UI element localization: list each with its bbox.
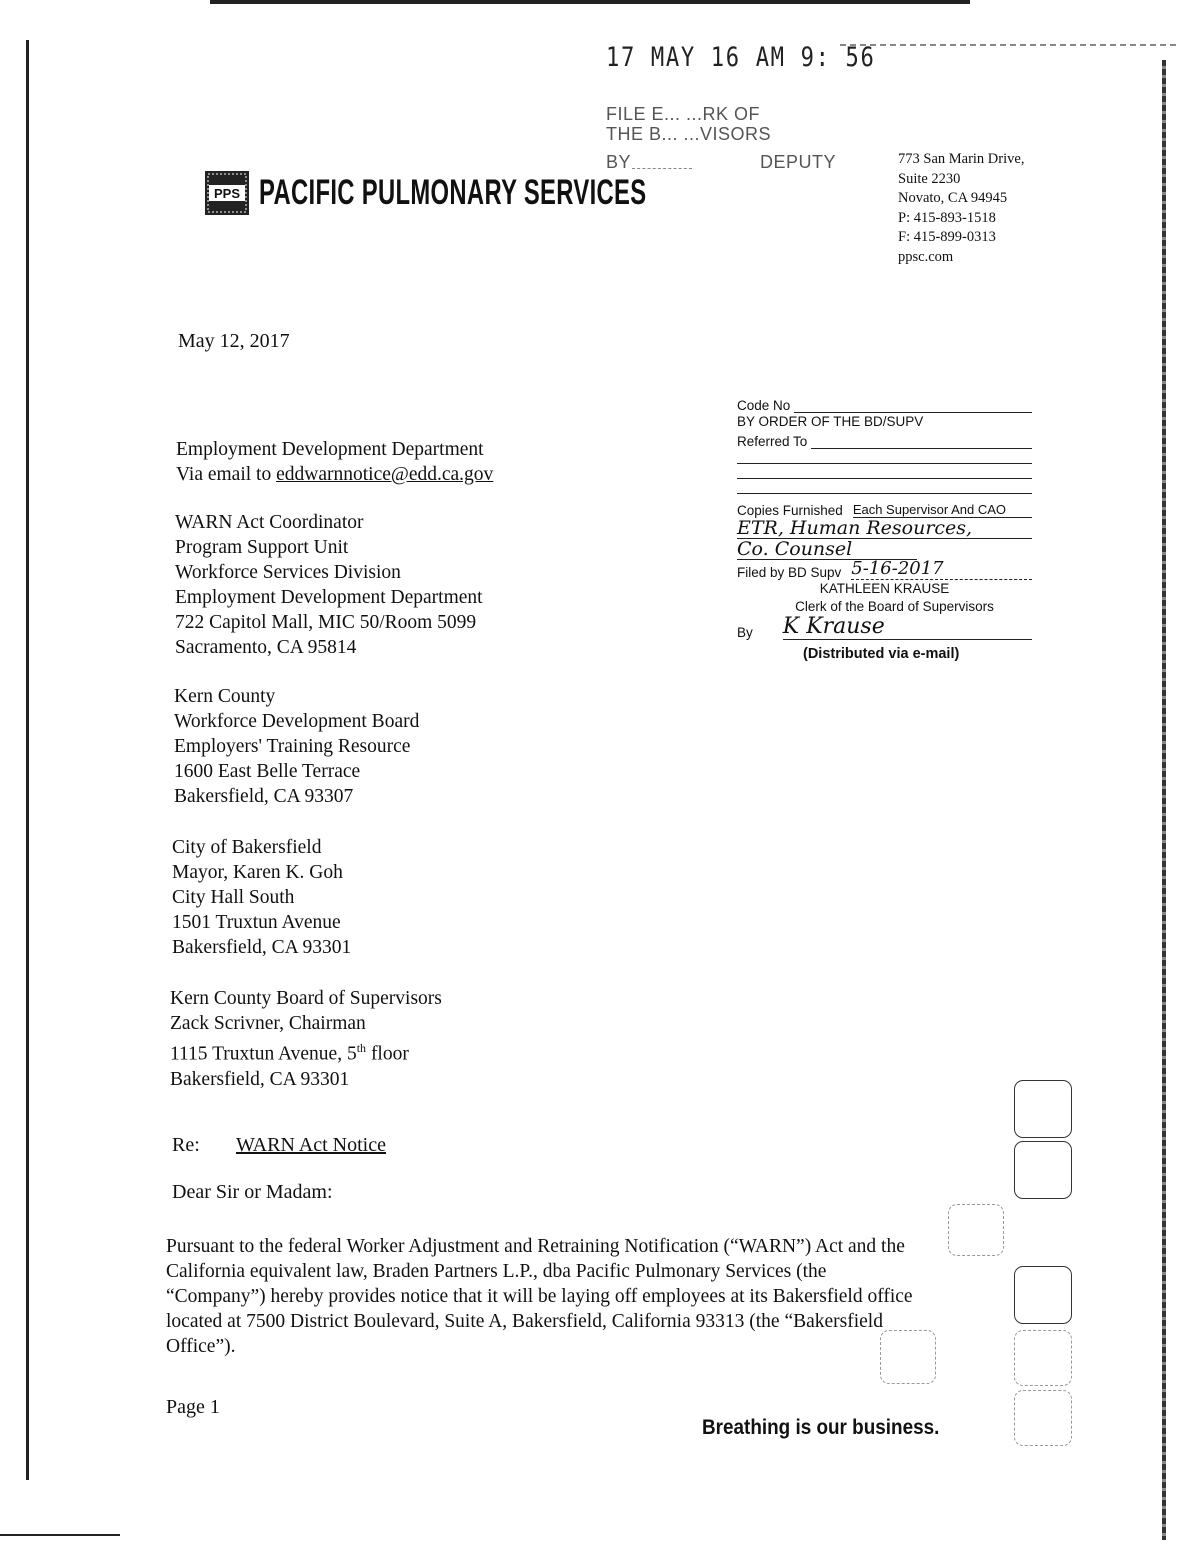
margin-box bbox=[1014, 1266, 1072, 1324]
copies-furnished-label: Copies Furnished bbox=[737, 503, 843, 518]
recipient-line: 1501 Truxtun Avenue bbox=[172, 912, 341, 933]
copies-handwritten-2: Co. Counsel bbox=[737, 539, 917, 560]
address-line: Suite 2230 bbox=[898, 170, 961, 187]
scan-edge-top bbox=[210, 0, 970, 4]
referred-to-label: Referred To bbox=[737, 434, 808, 449]
recipient-line: City Hall South bbox=[172, 887, 295, 908]
filed-by-row bbox=[737, 560, 1032, 580]
received-stamp-line-2: THE B... ...VISORS bbox=[606, 124, 772, 144]
scan-edge-right bbox=[1162, 60, 1166, 1540]
code-no-field bbox=[794, 402, 1032, 413]
scan-edge-bottom bbox=[0, 1534, 120, 1536]
company-name: PACIFIC PULMONARY SERVICES bbox=[259, 173, 647, 212]
margin-box-faint bbox=[1014, 1390, 1072, 1446]
salutation: Dear Sir or Madam: bbox=[172, 1181, 333, 1203]
copies-furnished-value: Each Supervisor And CAO bbox=[853, 502, 1032, 518]
recipient-line: Employers' Training Resource bbox=[174, 736, 411, 757]
filed-by-label: Filed by BD Supv bbox=[737, 565, 842, 580]
paragraph-line: Pursuant to the federal Worker Adjustment and Retraining Notification (“WARN”) Act and the bbox=[166, 1236, 905, 1257]
paragraph-line: Office”). bbox=[166, 1336, 236, 1357]
recipient-line: Bakersfield, CA 93307 bbox=[174, 786, 354, 807]
form-blank-line bbox=[737, 449, 1032, 464]
recipient-line: 722 Capitol Mall, MIC 50/Room 5099 bbox=[175, 612, 477, 633]
recipient-line: Bakersfield, CA 93301 bbox=[170, 1068, 350, 1090]
recipient-line: Workforce Development Board bbox=[174, 711, 420, 732]
re-subject: WARN Act Notice bbox=[236, 1134, 386, 1156]
recipient-line: Kern County Board of Supervisors bbox=[170, 988, 442, 1009]
email-link[interactable]: eddwarnnotice@edd.ca.gov bbox=[276, 464, 494, 485]
recipient-warn-coordinator bbox=[175, 510, 483, 660]
recipient-line: 1115 Truxtun Avenue, 5th floor bbox=[170, 1041, 409, 1065]
copies-furnished-row bbox=[737, 500, 1032, 518]
recipient-line: Mayor, Karen K. Goh bbox=[172, 862, 343, 883]
by-label: By bbox=[737, 625, 753, 640]
recipient-email-line bbox=[176, 462, 493, 487]
letter-date: May 12, 2017 bbox=[178, 330, 290, 352]
by-order-label: BY ORDER OF THE BD/SUPV bbox=[737, 414, 924, 429]
recipient-board bbox=[170, 986, 442, 1092]
referred-to-row bbox=[737, 431, 1032, 449]
received-stamp-time: 17 MAY 16 AM 9: 56 bbox=[606, 42, 876, 73]
recipient-line: Program Support Unit bbox=[175, 537, 349, 558]
page-number: Page 1 bbox=[166, 1396, 220, 1418]
form-blank-line bbox=[737, 479, 1032, 494]
company-tagline: Breathing is our business. bbox=[702, 1416, 940, 1439]
pps-logo-icon bbox=[205, 171, 249, 215]
scan-edge-left bbox=[26, 40, 29, 1480]
margin-box-faint bbox=[880, 1330, 936, 1384]
margin-box bbox=[1014, 1080, 1072, 1138]
copies-handwritten-1: ETR, Human Resources, bbox=[737, 518, 1032, 539]
recipient-line: 1600 East Belle Terrace bbox=[174, 761, 361, 782]
distributed-note: (Distributed via e-mail) bbox=[803, 646, 960, 662]
recipient-line: City of Bakersfield bbox=[172, 837, 322, 858]
clerk-signature: K Krause bbox=[783, 614, 1032, 640]
clerk-name: KATHLEEN KRAUSE bbox=[819, 581, 950, 596]
company-address bbox=[898, 150, 1024, 267]
received-stamp-line-3-right: DEPUTY bbox=[760, 152, 837, 172]
paragraph-line: “Company”) hereby provides notice that it will be laying off employees at its Bakersfield office bbox=[166, 1286, 913, 1307]
code-no-row bbox=[737, 395, 1032, 413]
code-no-label: Code No bbox=[737, 398, 791, 413]
address-website: ppsc.com bbox=[898, 248, 954, 265]
clerk-title: Clerk of the Board of Supervisors bbox=[795, 599, 994, 614]
recipient-edd bbox=[176, 437, 493, 487]
referred-to-field bbox=[811, 438, 1032, 449]
recipient-line: Employment Development Department bbox=[176, 439, 484, 460]
logo-mark-text: PPS bbox=[213, 186, 241, 201]
address-phone: P: 415-893-1518 bbox=[898, 209, 996, 226]
routing-form bbox=[737, 395, 1032, 662]
form-blank-line bbox=[737, 464, 1032, 479]
email-prefix: Via email to bbox=[176, 464, 277, 485]
signature-row bbox=[737, 616, 1032, 640]
margin-box-faint bbox=[948, 1204, 1004, 1256]
recipient-line: Bakersfield, CA 93301 bbox=[172, 937, 352, 958]
paragraph-line: California equivalent law, Braden Partners L.P., dba Pacific Pulmonary Services (the bbox=[166, 1261, 827, 1282]
recipient-city bbox=[172, 835, 351, 960]
recipient-line: WARN Act Coordinator bbox=[175, 512, 364, 533]
recipient-line: Workforce Services Division bbox=[175, 562, 401, 583]
received-stamp-line-3-left: BY bbox=[606, 152, 632, 172]
margin-box bbox=[1014, 1141, 1072, 1199]
recipient-line: Sacramento, CA 95814 bbox=[175, 637, 357, 658]
scan-edge-top-right bbox=[840, 44, 1176, 48]
re-label: Re: bbox=[172, 1134, 200, 1156]
paragraph-line: located at 7500 District Boulevard, Suite A, Bakersfield, California 93313 (the “Bakersfield bbox=[166, 1311, 883, 1332]
address-fax: F: 415-899-0313 bbox=[898, 229, 996, 245]
company-logo bbox=[205, 166, 829, 220]
recipient-line: Employment Development Department bbox=[175, 587, 483, 608]
received-stamp-line-1: FILE E... ...RK OF bbox=[606, 104, 761, 124]
recipient-kern-county bbox=[174, 684, 419, 809]
filed-date: 5-16-2017 bbox=[851, 558, 1032, 580]
address-line: Novato, CA 94945 bbox=[898, 190, 1008, 206]
recipient-line: Kern County bbox=[174, 686, 276, 707]
address-line: 773 San Marin Drive, bbox=[898, 151, 1025, 167]
recipient-line: Zack Scrivner, Chairman bbox=[170, 1013, 366, 1034]
margin-box-faint bbox=[1014, 1330, 1072, 1386]
